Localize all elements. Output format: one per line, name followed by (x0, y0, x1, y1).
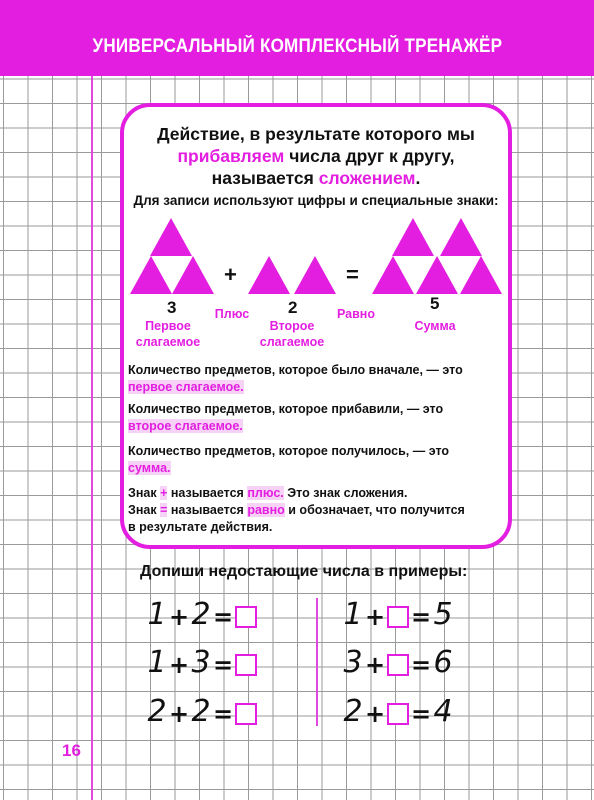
task-title: Допиши недостающие числа в примеры: (140, 563, 468, 580)
signs-explanation: Знак + называется плюс. Это знак сложения. Знак = называется равно и обозначает, что получится в результате действия. (128, 486, 465, 534)
rule-card (120, 103, 512, 549)
triangle-icon (248, 256, 290, 294)
page-number: 16 (62, 741, 81, 760)
triangle-icon (392, 218, 434, 256)
intro-text (124, 123, 508, 189)
answer-box[interactable] (235, 606, 257, 628)
equation-right-3: 2 + = 4 (343, 694, 453, 729)
triangle-icon (294, 256, 336, 294)
equation-left-2: 1 + 3 = (146, 646, 258, 680)
header-title: УНИВЕРСАЛЬНЫЙ КОМПЛЕКСНЫЙ ТРЕНАЖЁР (92, 36, 502, 57)
label-sum: Сумма (414, 319, 456, 333)
triangle-icon (130, 256, 172, 294)
triangle-icon (150, 218, 192, 256)
label-equals: Равно (337, 307, 375, 321)
label-plus: Плюс (214, 307, 250, 321)
equation-right-2: 3 + = 6 (343, 645, 453, 680)
definition-first-addend: Количество предметов, которое было вначале, — это первое слагаемое. (128, 363, 463, 394)
answer-box[interactable] (387, 654, 409, 676)
triangle-icon (416, 256, 458, 294)
intro-line3: называется (211, 168, 319, 188)
intro-line2: числа друг к другу, (284, 146, 455, 166)
triangle-icon (440, 218, 482, 256)
triangle-icon (172, 256, 214, 294)
answer-box[interactable] (235, 703, 257, 725)
page-header (0, 0, 594, 76)
label-first-addend: Первое слагаемое (135, 319, 201, 349)
intro-highlight-add: прибавляем (177, 146, 285, 166)
number-sum: 5 (430, 294, 440, 313)
intro-line1: Действие, в результате которого мы (157, 124, 475, 144)
equation-left-1: 1 + 2 = (146, 598, 258, 632)
number-second: 2 (288, 298, 298, 317)
plus-sign: + (224, 262, 237, 287)
equals-sign: = (346, 262, 359, 287)
subtitle: Для записи используют цифры и специальные знаки: (133, 193, 499, 208)
definition-second-addend: Количество предметов, которое прибавили, — это второе слагаемое. (128, 402, 444, 433)
equation-right-1: 1 + = 5 (343, 597, 453, 632)
equation-left-3: 2 + 2 = (146, 695, 258, 729)
triangle-icon (372, 256, 414, 294)
number-first: 3 (167, 298, 177, 317)
answer-box[interactable] (235, 654, 257, 676)
intro-end: . (415, 168, 421, 188)
answer-box[interactable] (387, 703, 409, 725)
definition-sum: Количество предметов, которое получилось, — это сумма. (128, 444, 450, 475)
margin-line (91, 76, 93, 800)
intro-highlight-addition: сложением (318, 168, 416, 188)
answer-box[interactable] (387, 606, 409, 628)
triangle-icon (460, 256, 502, 294)
column-divider (316, 598, 318, 726)
label-second-addend: Второе слагаемое (259, 319, 325, 349)
